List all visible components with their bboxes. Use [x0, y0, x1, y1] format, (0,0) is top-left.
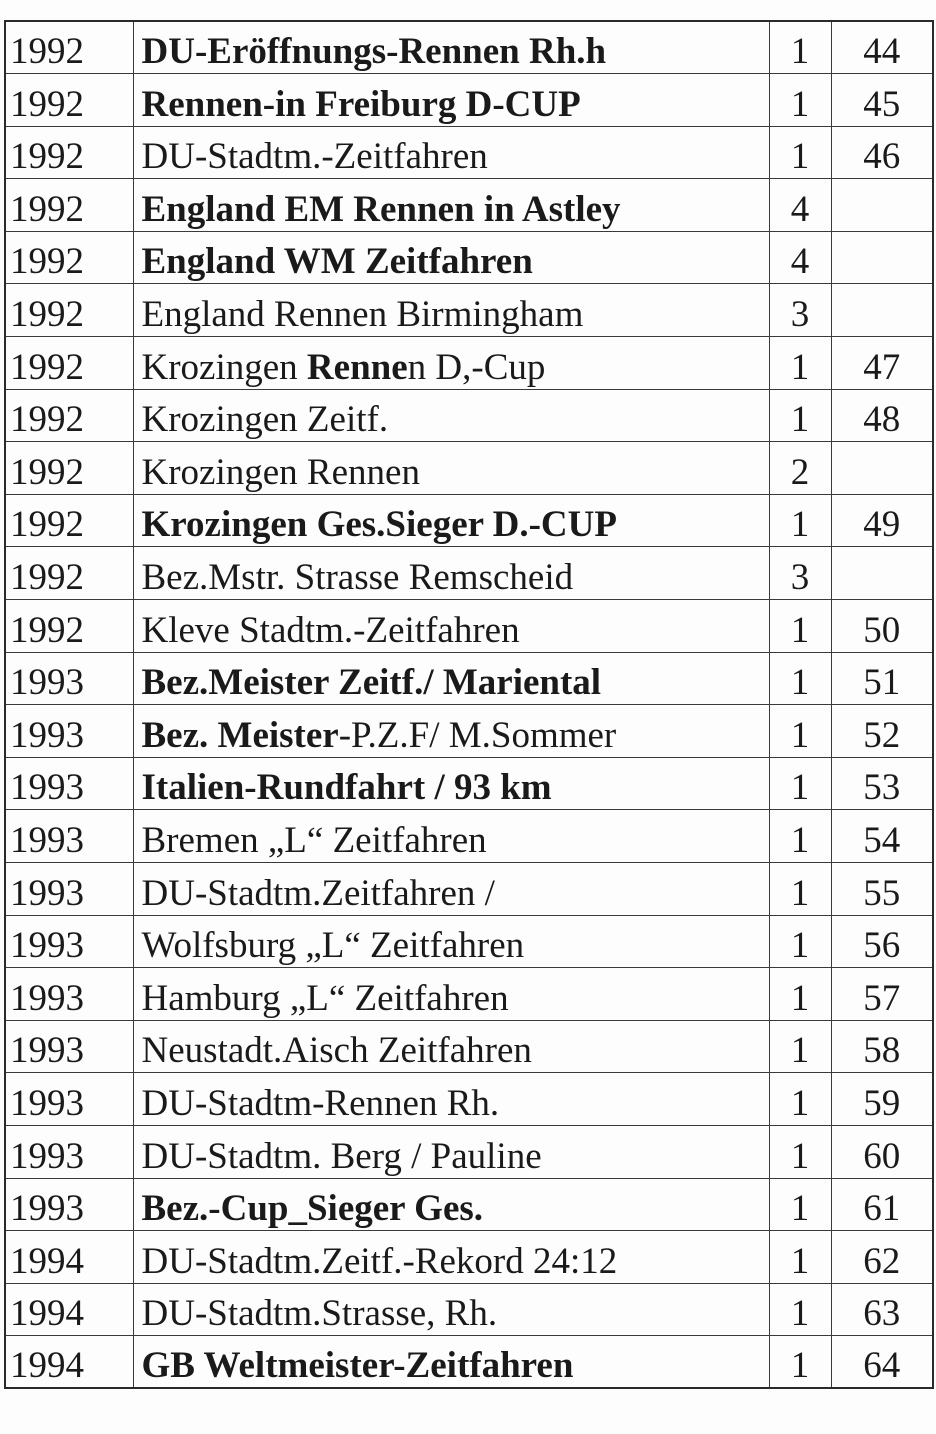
event-cell: [133, 284, 769, 337]
results-table-body: [5, 21, 933, 1388]
event-cell: [133, 968, 769, 1021]
number-cell: 51: [831, 652, 933, 705]
number-cell: 44: [831, 21, 933, 74]
number-cell: [831, 179, 933, 232]
year-cell: 1994: [5, 1283, 133, 1336]
event-text: England Rennen Birmingham: [141, 294, 584, 336]
place-cell: 1: [769, 705, 831, 758]
table-row: [5, 179, 933, 232]
year-cell: 1992: [5, 179, 133, 232]
place-cell: 1: [769, 810, 831, 863]
year-cell: 1992: [5, 21, 133, 74]
place-cell: 1: [769, 126, 831, 179]
year-cell: 1992: [5, 74, 133, 127]
event-text: Krozingen: [141, 346, 307, 388]
year-cell: 1993: [5, 863, 133, 916]
table-row: [5, 757, 933, 810]
table-row: [5, 968, 933, 1021]
number-cell: 54: [831, 810, 933, 863]
table-row: [5, 1231, 933, 1284]
number-cell: 48: [831, 389, 933, 442]
year-cell: 1994: [5, 1231, 133, 1284]
place-cell: 2: [769, 442, 831, 495]
event-cell: [133, 547, 769, 600]
event-cell: [133, 1178, 769, 1231]
place-cell: 1: [769, 915, 831, 968]
number-cell: [831, 547, 933, 600]
year-cell: 1993: [5, 1020, 133, 1073]
number-cell: 59: [831, 1073, 933, 1126]
place-cell: 1: [769, 1178, 831, 1231]
table-row: [5, 1178, 933, 1231]
table-row: [5, 74, 933, 127]
event-text: Bez.-Cup_Sieger Ges.: [141, 1188, 484, 1230]
number-cell: 47: [831, 337, 933, 390]
table-row: [5, 494, 933, 547]
number-cell: 63: [831, 1283, 933, 1336]
table-row: [5, 600, 933, 653]
event-text: England WM Zeitfahren: [141, 241, 533, 283]
year-cell: 1992: [5, 337, 133, 390]
year-cell: 1992: [5, 231, 133, 284]
place-cell: 1: [769, 757, 831, 810]
number-cell: 49: [831, 494, 933, 547]
year-cell: 1993: [5, 757, 133, 810]
event-text: Kleve Stadtm.-Zeitfahren: [141, 609, 520, 651]
table-row: [5, 547, 933, 600]
table-row: [5, 442, 933, 495]
year-cell: 1993: [5, 810, 133, 863]
event-text: Krozingen Zeitf.: [141, 399, 389, 441]
event-cell: [133, 389, 769, 442]
number-cell: [831, 231, 933, 284]
event-text: Neustadt.Aisch Zeitfahren: [141, 1030, 532, 1072]
place-cell: 1: [769, 1231, 831, 1284]
place-cell: 3: [769, 284, 831, 337]
number-cell: 56: [831, 915, 933, 968]
place-cell: 1: [769, 1073, 831, 1126]
place-cell: 1: [769, 1336, 831, 1389]
event-cell: [133, 757, 769, 810]
event-text: Italien-Rundfahrt / 93 km: [141, 767, 552, 809]
event-text: Bez. Meister: [141, 714, 339, 756]
event-text: DU-Stadtm. Berg / Pauline: [141, 1135, 542, 1177]
event-text: DU-Stadtm.Zeitfahren /: [141, 872, 495, 914]
event-cell: [133, 810, 769, 863]
place-cell: 1: [769, 494, 831, 547]
event-text: Renne: [306, 346, 408, 388]
event-cell: [133, 600, 769, 653]
place-cell: 1: [769, 1020, 831, 1073]
number-cell: 52: [831, 705, 933, 758]
table-row: [5, 915, 933, 968]
event-cell: [133, 1125, 769, 1178]
place-cell: 1: [769, 21, 831, 74]
year-cell: 1993: [5, 1125, 133, 1178]
table-row: [5, 231, 933, 284]
event-cell: [133, 705, 769, 758]
event-cell: [133, 1336, 769, 1389]
event-text: DU-Stadtm.Zeitf.-Rekord 24:12: [141, 1240, 618, 1282]
event-cell: [133, 442, 769, 495]
number-cell: 53: [831, 757, 933, 810]
table-row: [5, 1020, 933, 1073]
year-cell: 1993: [5, 705, 133, 758]
year-cell: 1993: [5, 915, 133, 968]
event-text: GB Weltmeister-Zeitfahren: [141, 1345, 574, 1387]
number-cell: 55: [831, 863, 933, 916]
event-cell: [133, 1283, 769, 1336]
table-row: [5, 705, 933, 758]
table-row: [5, 21, 933, 74]
year-cell: 1993: [5, 968, 133, 1021]
year-cell: 1992: [5, 126, 133, 179]
event-cell: [133, 21, 769, 74]
event-text: Bez.Meister Zeitf./ Mariental: [141, 662, 602, 704]
place-cell: 1: [769, 1125, 831, 1178]
number-cell: [831, 284, 933, 337]
place-cell: 1: [769, 863, 831, 916]
event-text: England EM Rennen in Astley: [141, 188, 621, 230]
event-cell: [133, 863, 769, 916]
table-row: [5, 1125, 933, 1178]
event-cell: [133, 337, 769, 390]
number-cell: 64: [831, 1336, 933, 1389]
event-cell: [133, 74, 769, 127]
number-cell: 45: [831, 74, 933, 127]
place-cell: 1: [769, 74, 831, 127]
number-cell: 50: [831, 600, 933, 653]
place-cell: 1: [769, 389, 831, 442]
event-text: Rennen-in Freiburg D-CUP: [141, 83, 581, 125]
event-text: Bremen „L“ Zeitfahren: [141, 820, 487, 861]
event-cell: [133, 915, 769, 968]
number-cell: [831, 442, 933, 495]
place-cell: 4: [769, 179, 831, 232]
number-cell: 62: [831, 1231, 933, 1284]
year-cell: 1994: [5, 1336, 133, 1389]
table-row: [5, 126, 933, 179]
place-cell: 1: [769, 600, 831, 653]
year-cell: 1992: [5, 442, 133, 495]
table-row: [5, 810, 933, 863]
event-text: DU-Eröffnungs-Rennen Rh.h: [141, 31, 607, 73]
number-cell: 60: [831, 1125, 933, 1178]
event-text: DU-Stadtm-Rennen Rh.: [141, 1082, 500, 1124]
year-cell: 1993: [5, 652, 133, 705]
table-row: [5, 389, 933, 442]
event-text: Bez.Mstr. Strasse Remscheid: [141, 557, 574, 599]
table-row: [5, 652, 933, 705]
year-cell: 1993: [5, 1073, 133, 1126]
table-row: [5, 863, 933, 916]
event-text: DU-Stadtm.Strasse, Rh.: [141, 1293, 498, 1335]
table-row: [5, 1073, 933, 1126]
event-text: Hamburg „L“ Zeitfahren: [141, 977, 509, 1019]
place-cell: 1: [769, 968, 831, 1021]
year-cell: 1992: [5, 284, 133, 337]
number-cell: 46: [831, 126, 933, 179]
event-cell: [133, 1020, 769, 1073]
event-cell: [133, 652, 769, 705]
place-cell: 1: [769, 652, 831, 705]
number-cell: 58: [831, 1020, 933, 1073]
number-cell: 61: [831, 1178, 933, 1231]
place-cell: 4: [769, 231, 831, 284]
table-row: [5, 337, 933, 390]
event-text: Krozingen Rennen: [141, 451, 420, 493]
year-cell: 1992: [5, 600, 133, 653]
number-cell: 57: [831, 968, 933, 1021]
table-row: [5, 1336, 933, 1389]
table-row: [5, 284, 933, 337]
place-cell: 3: [769, 547, 831, 600]
event-cell: [133, 231, 769, 284]
event-cell: [133, 1231, 769, 1284]
year-cell: 1992: [5, 547, 133, 600]
event-text: Wolfsburg „L“ Zeitfahren: [141, 925, 525, 967]
event-text: DU-Stadtm.-Zeitfahren: [141, 136, 488, 178]
event-text: n D,-Cup: [407, 346, 546, 388]
event-cell: [133, 494, 769, 547]
year-cell: 1992: [5, 389, 133, 442]
event-cell: [133, 1073, 769, 1126]
place-cell: 1: [769, 337, 831, 390]
year-cell: 1993: [5, 1178, 133, 1231]
event-text: -P.Z.F/ M.Sommer: [338, 714, 617, 756]
results-table: [4, 20, 934, 1389]
year-cell: 1992: [5, 494, 133, 547]
event-cell: [133, 179, 769, 232]
place-cell: 1: [769, 1283, 831, 1336]
event-cell: [133, 126, 769, 179]
event-text: Krozingen Ges.Sieger D.-CUP: [141, 504, 617, 546]
table-row: [5, 1283, 933, 1336]
